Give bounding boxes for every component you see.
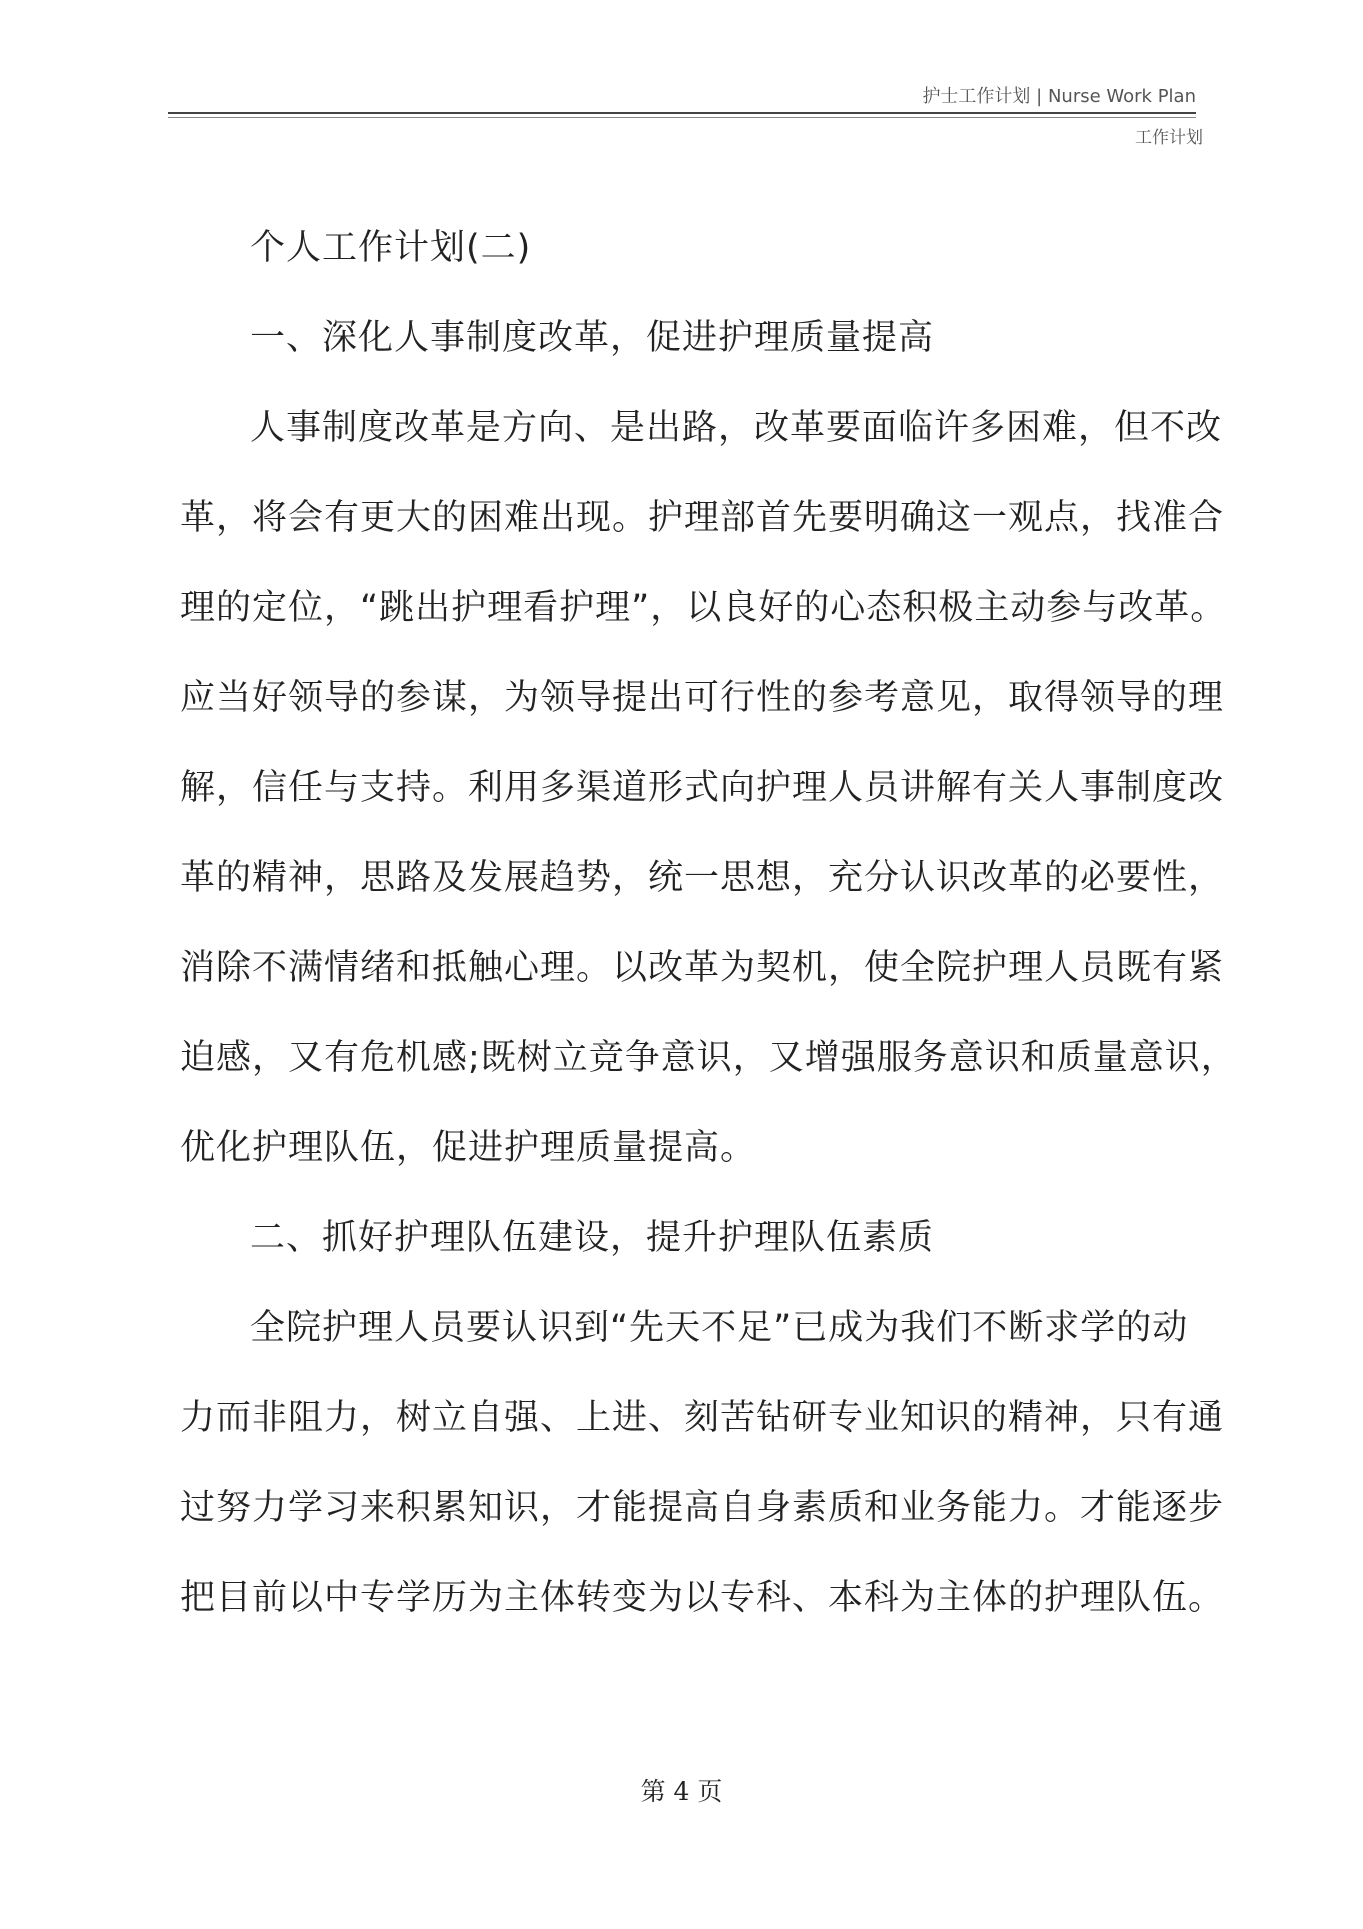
header-title: 护士工作计划 | Nurse Work Plan — [922, 86, 1196, 107]
paragraph-line: 人事制度改革是方向、是出路，改革要面临许多困难，但不改 — [250, 408, 1223, 448]
document-title: 个人工作计划(二) — [250, 228, 532, 268]
header-rule-thin — [168, 117, 1196, 118]
paragraph-line: 应当好领导的参谋，为领导提出可行性的参考意见，取得领导的理 — [180, 678, 1225, 718]
page-number: 第 4 页 — [640, 1777, 723, 1806]
header-rule — [168, 112, 1196, 114]
paragraph-line: 全院护理人员要认识到“先天不足”已成为我们不断求学的动 — [250, 1308, 1189, 1348]
section-heading: 二、抓好护理队伍建设，提升护理队伍素质 — [250, 1218, 935, 1258]
paragraph-line: 优化护理队伍，促进护理质量提高。 — [180, 1128, 757, 1168]
paragraph-line: 力而非阻力，树立自强、上进、刻苦钻研专业知识的精神，只有通 — [180, 1398, 1225, 1438]
paragraph-line: 消除不满情绪和抵触心理。以改革为契机，使全院护理人员既有紧 — [180, 948, 1225, 988]
document-body — [180, 216, 1237, 1656]
paragraph-line: 理的定位，“跳出护理看护理”，以良好的心态积极主动参与改革。 — [180, 588, 1227, 628]
page-header — [168, 82, 1203, 148]
paragraph-line: 迫感，又有危机感;既树立竞争意识，又增强服务意识和质量意识， — [180, 1038, 1237, 1078]
paragraph-line: 把目前以中专学历为主体转变为以专科、本科为主体的护理队伍。 — [180, 1578, 1225, 1618]
paragraph-line: 过努力学习来积累知识，才能提高自身素质和业务能力。才能逐步 — [180, 1488, 1225, 1528]
paragraph-line: 革的精神，思路及发展趋势，统一思想，充分认识改革的必要性， — [180, 858, 1225, 898]
paragraph-line: 革，将会有更大的困难出现。护理部首先要明确这一观点，找准合 — [180, 498, 1225, 538]
paragraph-line: 解，信任与支持。利用多渠道形式向护理人员讲解有关人事制度改 — [180, 768, 1225, 808]
section-heading: 一、深化人事制度改革，促进护理质量提高 — [250, 318, 935, 358]
header-subtitle: 工作计划 — [1135, 128, 1203, 148]
